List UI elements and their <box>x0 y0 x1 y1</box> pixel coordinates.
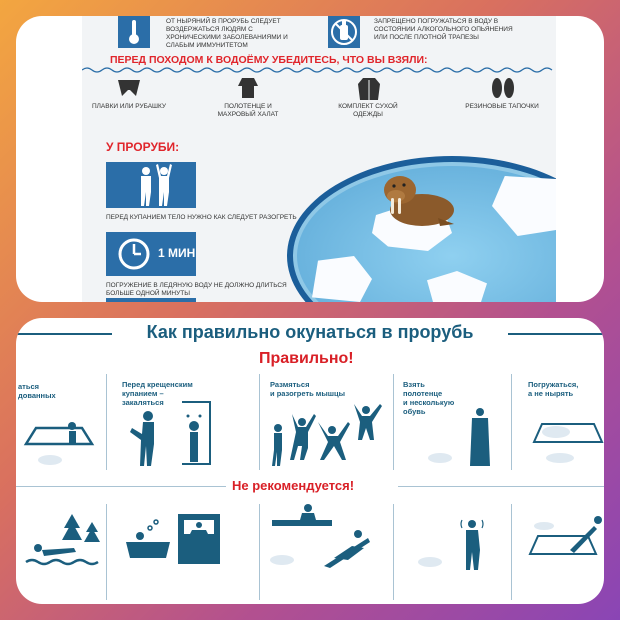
dip-icon <box>524 418 604 464</box>
walrus-image <box>378 166 458 230</box>
thermometer-icon <box>118 16 150 48</box>
bottom-poster-card <box>16 318 604 604</box>
top-poster-card <box>16 16 604 302</box>
jacket-icon <box>356 76 382 102</box>
column-label: Размяться и разогреть мышцы <box>270 380 346 398</box>
warmup-icon <box>106 162 196 208</box>
exercise-icon <box>268 400 386 466</box>
item-label-flip-flops: РЕЗИНОВЫЕ ТАПОЧКИ <box>465 103 539 110</box>
item-label-bathrobe: ПОЛОТЕНЦЕ И МАХРОВЫЙ ХАЛАТ <box>217 103 279 118</box>
column-label: аться дованных <box>18 382 56 400</box>
rule-left-text: ОТ НЫРЯНИЙ В ПРОРУБЬ СЛЕДУЕТ ВОЗДЕРЖАТЬСЯ ЛЮДЯМ С ХРОНИЧЕСКИМИ ЗАБОЛЕВАНИЯМИ И СЛАБЫМ ИММУНИТЕТОМ <box>166 18 288 49</box>
ice-hole-icon <box>22 414 102 468</box>
bring-heading: ПЕРЕД ПОХОДОМ К ВОДОЁМУ УБЕДИТЕСЬ, ЧТО ВЫ ВЗЯЛИ: <box>110 54 428 66</box>
rule-right-text: ЗАПРЕЩЕНО ПОГРУЖАТЬСЯ В ВОДУ В СОСТОЯНИИ АЛКОГОЛЬНОГО ОПЬЯНЕНИЯ ИЛИ ПОСЛЕ ПЛОТНОЙ ТРАПЕЗЫ <box>374 18 513 41</box>
poster-title: Как правильно окунаться в прорубь <box>146 322 474 342</box>
sunbathing-icon <box>268 504 386 574</box>
flip-flops-icon <box>488 76 518 100</box>
bath-sauna-icon <box>122 508 250 570</box>
column-label: Погружаться, а не нырять <box>528 380 579 398</box>
dive-text: ПОГРУЖЕНИЕ В ЛЕДЯНУЮ ВОДУ НЕ ДОЛЖНО ДЛИТЬСЯ БОЛЬШЕ ОДНОЙ МИНУТЫ <box>106 282 287 297</box>
swimwear-icon <box>116 76 142 100</box>
diving-icon <box>524 514 604 570</box>
dizzy-person-icon <box>408 514 508 572</box>
safety-poster <box>82 16 556 302</box>
item-label-swimwear: ПЛАВКИ ИЛИ РУБАШКУ <box>91 103 166 110</box>
robe-icon <box>420 406 500 468</box>
timer-label: 1 МИН <box>158 246 196 260</box>
swimmer-icon <box>24 514 104 570</box>
column-label: Перед крещенским купанием – закаляться <box>122 380 193 407</box>
column-label: Взять полотенце и несколькую обувь <box>403 380 455 416</box>
item-label-jacket: КОМПЛЕКТ СУХОЙ ОДЕЖДЫ <box>338 103 398 118</box>
shower-icon <box>124 398 224 468</box>
not-recommended-heading: Не рекомендуется! <box>232 478 355 493</box>
hole-heading: У ПРОРУБИ: <box>106 140 180 154</box>
correct-heading: Правильно! <box>259 350 354 367</box>
bathrobe-icon <box>236 76 260 100</box>
no-alcohol-icon <box>328 16 360 48</box>
warmup-text: ПЕРЕД КУПАНИЕМ ТЕЛО НУЖНО КАК СЛЕДУЕТ РАЗОГРЕТЬ <box>106 214 297 221</box>
waves-divider <box>82 66 556 74</box>
